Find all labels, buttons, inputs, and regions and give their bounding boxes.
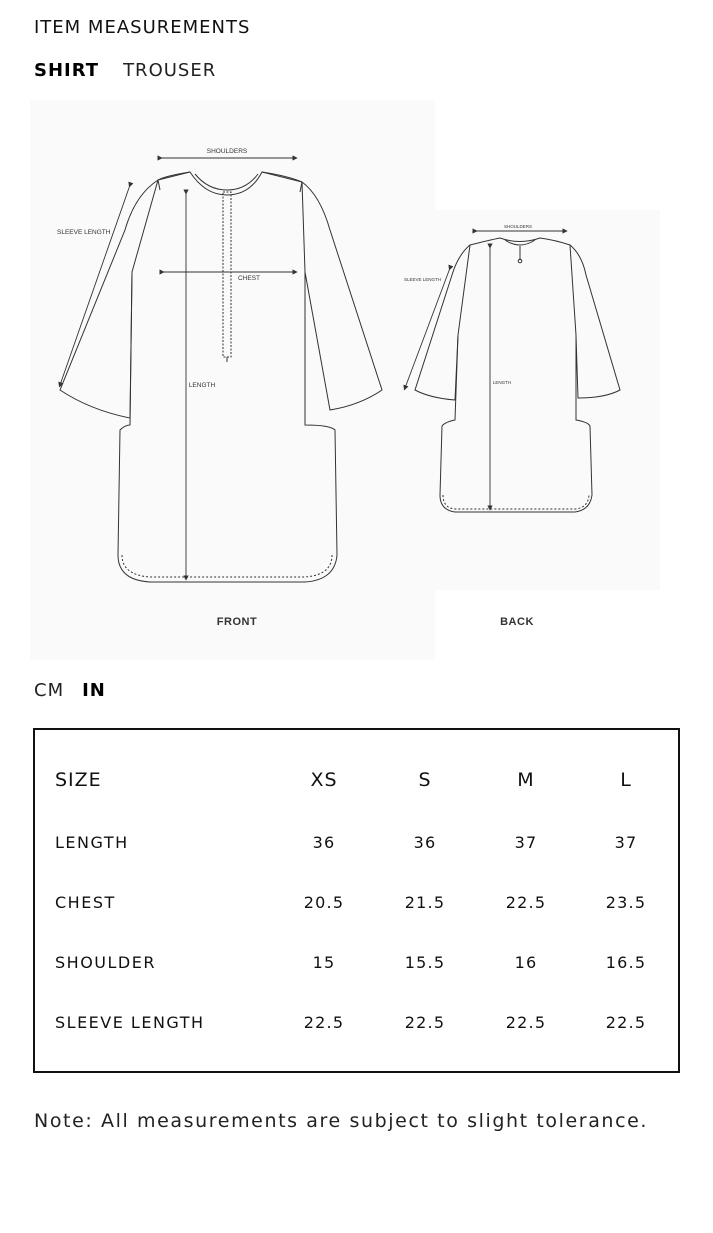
- front-title: FRONT: [216, 616, 258, 628]
- table-cell: 16.5: [605, 952, 647, 972]
- table-cell: 22.5: [505, 1012, 547, 1032]
- table-row: [35, 947, 678, 977]
- garment-tabs: [34, 60, 240, 81]
- tab-shirt[interactable]: SHIRT: [34, 60, 100, 81]
- size-header-s: S: [418, 769, 432, 791]
- size-header: SIZE: [55, 769, 102, 791]
- table-cell: 22.5: [303, 1012, 345, 1032]
- row-label-length: LENGTH: [55, 832, 129, 852]
- front-sleeve-length-label: SLEEVE LENGTH: [57, 229, 111, 236]
- unit-cm-button[interactable]: CM: [34, 680, 65, 701]
- front-shoulders-label: SHOULDERS: [206, 148, 248, 155]
- size-table: [33, 728, 680, 1073]
- unit-in-button[interactable]: IN: [82, 680, 106, 701]
- size-header-l: L: [620, 769, 632, 791]
- back-shoulders-label: SHOULDERS: [503, 224, 533, 229]
- table-row: [35, 1007, 678, 1037]
- front-length-label: LENGTH: [188, 382, 216, 389]
- unit-toggle: [34, 680, 124, 701]
- page-title: ITEM MEASUREMENTS: [34, 17, 251, 38]
- table-cell: 20.5: [303, 892, 345, 912]
- back-title: BACK: [500, 616, 534, 628]
- size-header-m: M: [517, 769, 535, 791]
- table-cell: 37: [514, 832, 538, 852]
- table-cell: 22.5: [505, 892, 547, 912]
- table-cell: 15: [312, 952, 336, 972]
- table-cell: 16: [514, 952, 538, 972]
- row-label-shoulder: SHOULDER: [55, 952, 156, 972]
- table-cell: 37: [614, 832, 638, 852]
- table-cell: 21.5: [404, 892, 446, 912]
- table-cell: 22.5: [404, 1012, 446, 1032]
- front-chest-label: CHEST: [237, 275, 261, 282]
- table-cell: 36: [312, 832, 336, 852]
- tab-trouser[interactable]: TROUSER: [123, 60, 217, 81]
- table-header-row: [35, 765, 678, 795]
- table-cell: 22.5: [605, 1012, 647, 1032]
- row-label-sleeve-length: SLEEVE LENGTH: [55, 1012, 205, 1032]
- back-measure-lines: [405, 231, 565, 508]
- table-row: [35, 827, 678, 857]
- size-header-xs: XS: [310, 769, 338, 791]
- back-sleeve-length-label: SLEEVE LENGTH: [404, 277, 442, 282]
- row-label-chest: CHEST: [55, 892, 116, 912]
- table-cell: 23.5: [605, 892, 647, 912]
- garment-diagram: [30, 100, 660, 660]
- table-cell: 15.5: [404, 952, 446, 972]
- back-length-label: LENGTH: [492, 380, 512, 385]
- front-measure-lines: [60, 158, 295, 578]
- tolerance-note: Note: All measurements are subject to slight tolerance.: [34, 1110, 649, 1132]
- table-cell: 36: [413, 832, 437, 852]
- table-row: [35, 887, 678, 917]
